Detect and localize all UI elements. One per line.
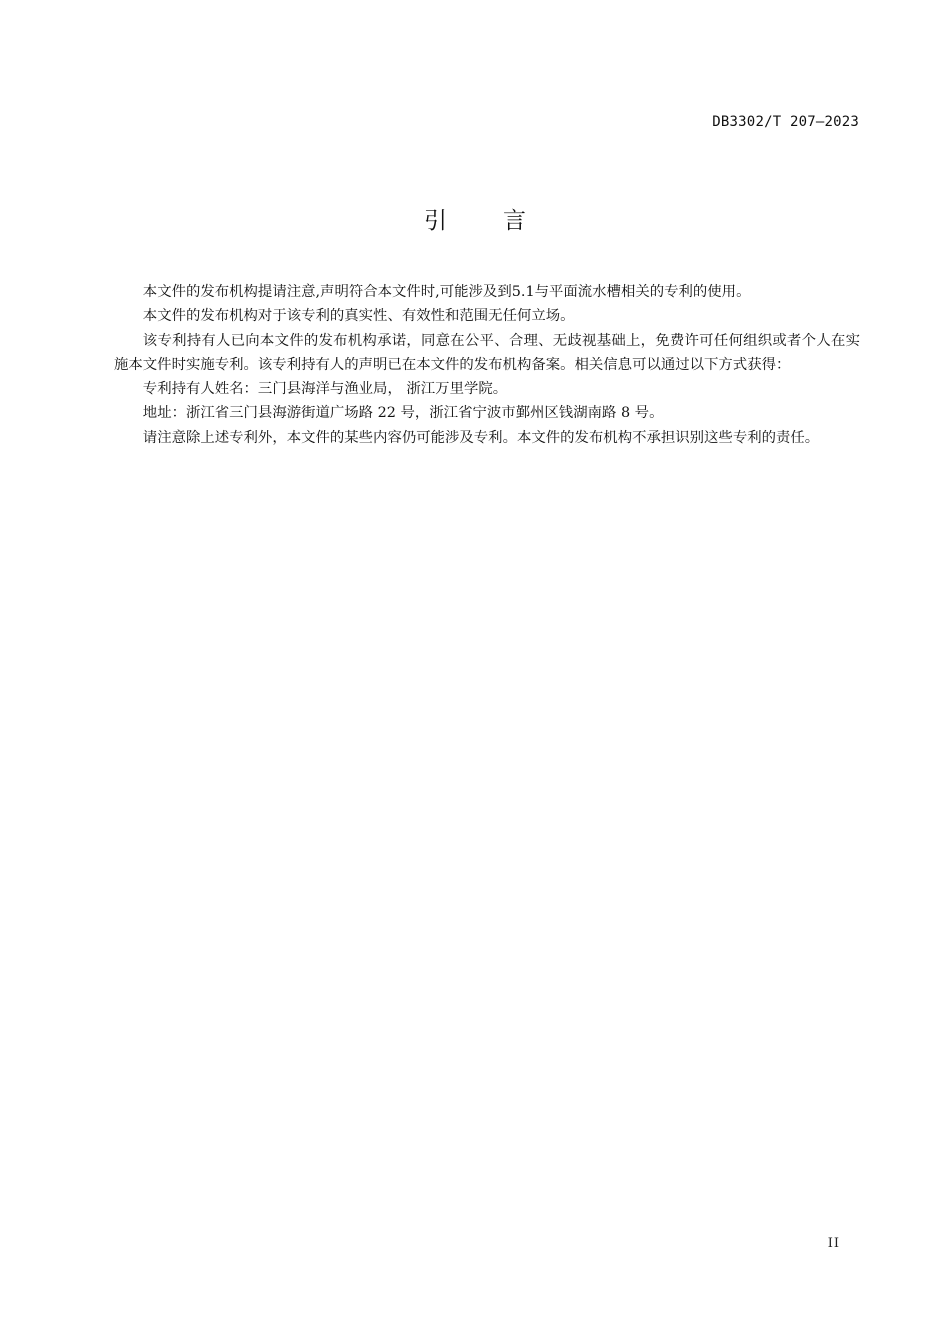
paragraph-holder-name: 专利持有人姓名：三门县海洋与渔业局， 浙江万里学院。 [142,381,508,398]
section-title [0,202,950,235]
title-char-2: 言 [503,208,526,234]
paragraph-no-position: 本文件的发布机构对于该专利的真实性、有效性和范围无任何立场。 [142,308,575,325]
title-char-1: 引 [424,208,447,234]
page-number: II [827,1236,840,1251]
paragraph-disclaimer: 请注意除上述专利外，本文件的某些内容仍可能涉及专利。本文件的发布机构不承担识别这些专利的责任。 [142,429,820,446]
document-code: DB3302/T 207—2023 [712,114,859,130]
paragraph-holder-commitment: 该专利持有人已向本文件的发布机构承诺，同意在公平、合理、无歧视基础上，免费许可任何组织或者个人在实施本文件时实施专利。该专利持有人的声明已在本文件的发布机构备案。相关信息可以通过以下方式获得： [114,332,860,373]
introduction-body [114,280,860,450]
paragraph-address: 地址：浙江省三门县海游街道广场路 22 号，浙江省宁波市鄞州区钱湖南路 8 号。 [142,405,664,422]
paragraph-patent-notice: 本文件的发布机构提请注意,声明符合本文件时,可能涉及到5.1与平面流水槽相关的专利的使用。 [142,284,751,300]
